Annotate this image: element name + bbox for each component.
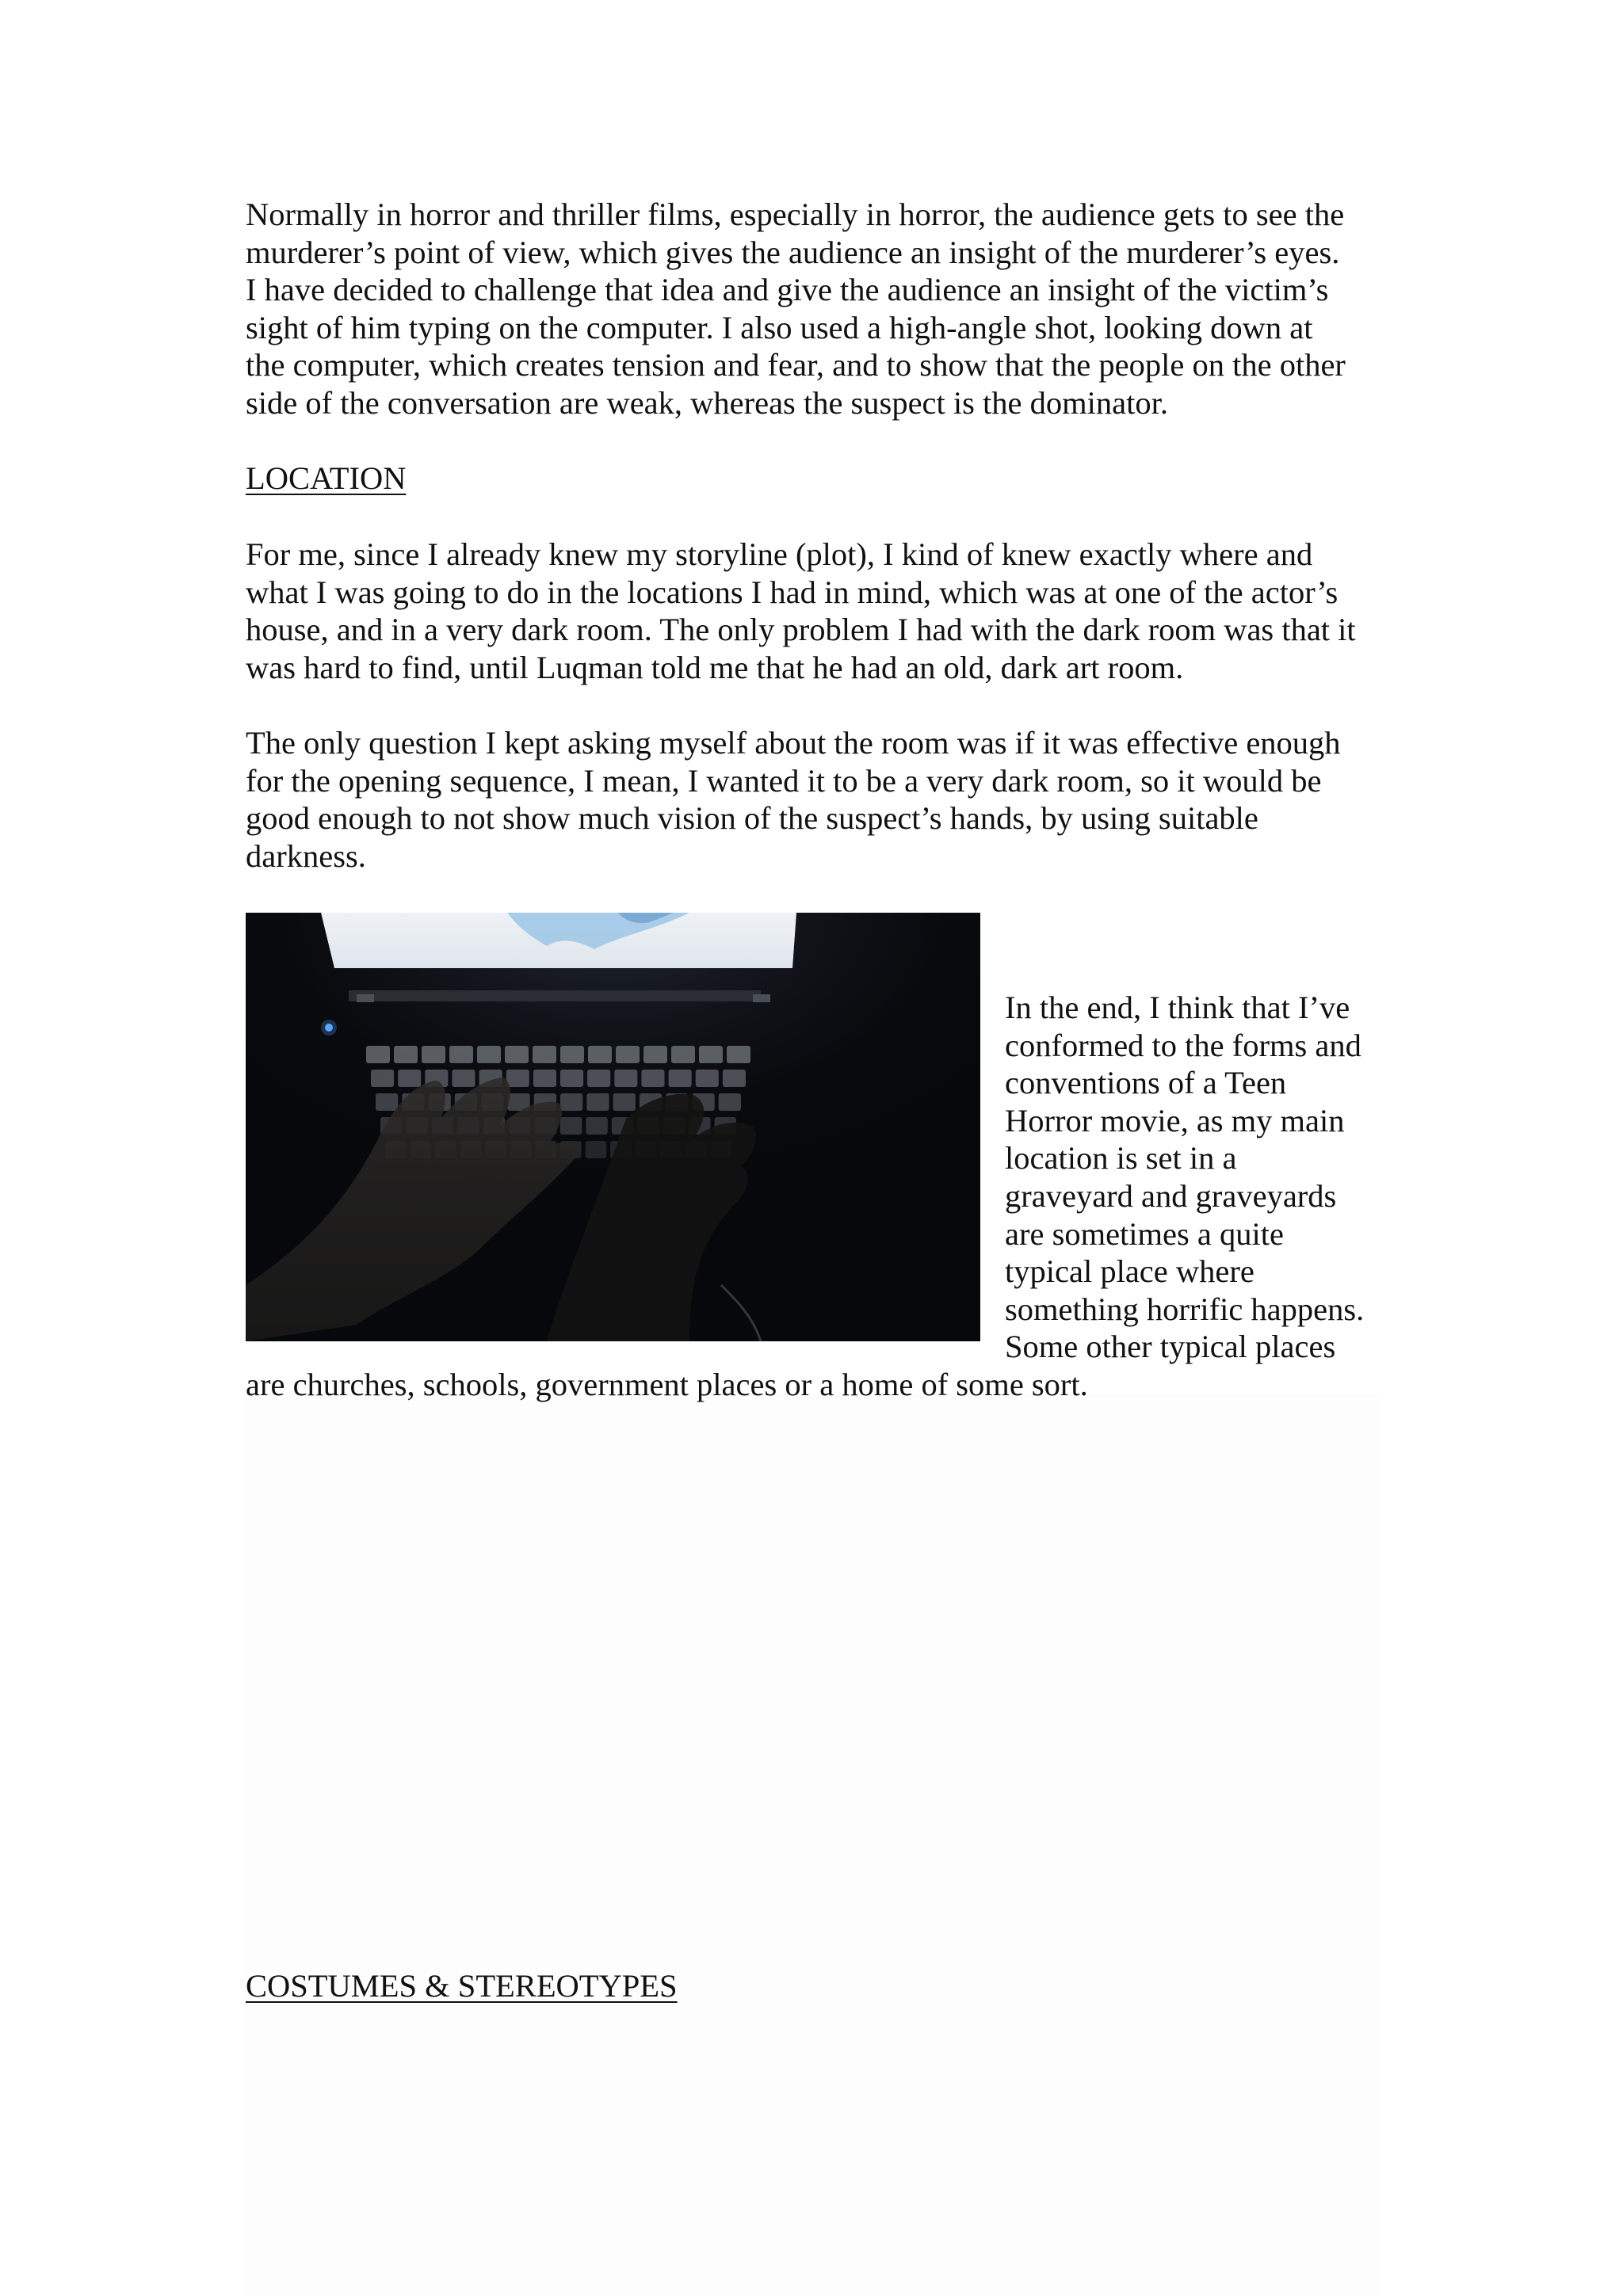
keyboard-key (376, 1093, 398, 1111)
text-line: Normally in horror and thriller films, especially in horror, the audience gets to see the (246, 196, 1345, 232)
text-line: In the end, I think that I’ve (1005, 990, 1350, 1025)
keyboard-key (449, 1046, 473, 1063)
text-line: Horror movie, as my main (1005, 1102, 1345, 1138)
text-line: something horrific happens. (1005, 1291, 1365, 1327)
keyboard-key (669, 1070, 692, 1087)
keyboard-key (699, 1046, 723, 1063)
keyboard-key (477, 1046, 501, 1063)
keyboard-key (505, 1046, 529, 1063)
keyboard-key (371, 1070, 394, 1087)
keyboard-key (394, 1046, 418, 1063)
keyboard-key (671, 1046, 695, 1063)
paragraph-room-question (246, 724, 1387, 875)
heading-location: LOCATION (246, 460, 407, 496)
text-line: house, and in a very dark room. The only problem I had with the dark room was that it (246, 612, 1356, 648)
text-line: are sometimes a quite (1005, 1215, 1285, 1252)
keyboard-key (613, 1093, 636, 1111)
paragraph-point-of-view (246, 196, 1387, 422)
keyboard-key (560, 1046, 584, 1063)
text-line: graveyard and graveyards (1005, 1177, 1337, 1214)
text-line: location is set in a (1005, 1140, 1237, 1177)
keyboard-key (366, 1046, 390, 1063)
keyboard-key (587, 1070, 610, 1087)
keyboard-key (506, 1070, 529, 1087)
text-line: conformed to the forms and (1005, 1027, 1361, 1063)
keyboard-key (588, 1046, 612, 1063)
keyboard-key (586, 1093, 609, 1111)
text-line: I have decided to challenge that idea and give the audience an insight of the victim’s (246, 272, 1329, 308)
keyboard-key (533, 1070, 556, 1087)
keyboard-key (452, 1070, 475, 1087)
text-line: what I was going to do in the locations I had in mind, which was at one of the actor’s (246, 574, 1338, 610)
keyboard-key (696, 1070, 719, 1087)
heading-location-wrap (246, 460, 1387, 498)
page-shade (246, 1394, 1379, 2296)
keyboard-key (723, 1070, 746, 1087)
text-line: typical place where (1005, 1253, 1254, 1290)
text-line: was hard to find, until Luqman told me that he had an old, dark art room. (246, 649, 1184, 685)
keyboard-key (614, 1070, 637, 1087)
text-line: side of the conversation are weak, whereas the suspect is the dominator. (246, 384, 1168, 421)
keyboard-key (422, 1046, 445, 1063)
heading-costumes-wrap (246, 1967, 1387, 2005)
keyboard-key (398, 1070, 421, 1087)
heading-costumes: COSTUMES & STEREOTYPES (246, 1968, 678, 2004)
keyboard-key (616, 1046, 640, 1063)
keyboard-key (560, 1070, 583, 1087)
keyboard-key (560, 1093, 582, 1111)
text-line: darkness. (246, 837, 366, 874)
text-line: conventions of a Teen (1005, 1065, 1287, 1101)
text-line: Some other typical places (1005, 1329, 1336, 1365)
keyboard-key (727, 1046, 750, 1063)
text-line: murderer’s point of view, which gives the audience an insight of the murderer’s eyes. (246, 234, 1340, 270)
keyboard-key (560, 1117, 582, 1135)
paragraph-conclusion-tail (246, 1366, 1387, 1404)
laptop-typing-in-dark-photo (246, 913, 980, 1341)
text-line: for the opening sequence, I mean, I wanted it to be a very dark room, so it would be (246, 762, 1322, 799)
text-line: good enough to not show much vision of the suspect’s hands, by using suitable (246, 800, 1258, 837)
text-line: are churches, schools, government places or a home of some sort. (246, 1367, 1088, 1402)
keyboard-key (641, 1070, 664, 1087)
paragraph-conclusion-wrap (1005, 989, 1385, 1366)
text-line: The only question I kept asking myself about the room was if it was effective enough (246, 725, 1341, 761)
keyboard-key (586, 1141, 607, 1158)
text-line: For me, since I already knew my storyline (plot), I kind of knew exactly where and (246, 536, 1313, 572)
keyboard-key (643, 1046, 667, 1063)
keyboard-key (719, 1093, 741, 1111)
text-line: the computer, which creates tension and fear, and to show that the people on the other (246, 347, 1346, 383)
keyboard-key (533, 1046, 556, 1063)
paragraph-storyline (246, 536, 1387, 686)
text-line: sight of him typing on the computer. I also used a high-angle shot, looking down at (246, 309, 1313, 345)
keyboard-key (586, 1117, 607, 1135)
